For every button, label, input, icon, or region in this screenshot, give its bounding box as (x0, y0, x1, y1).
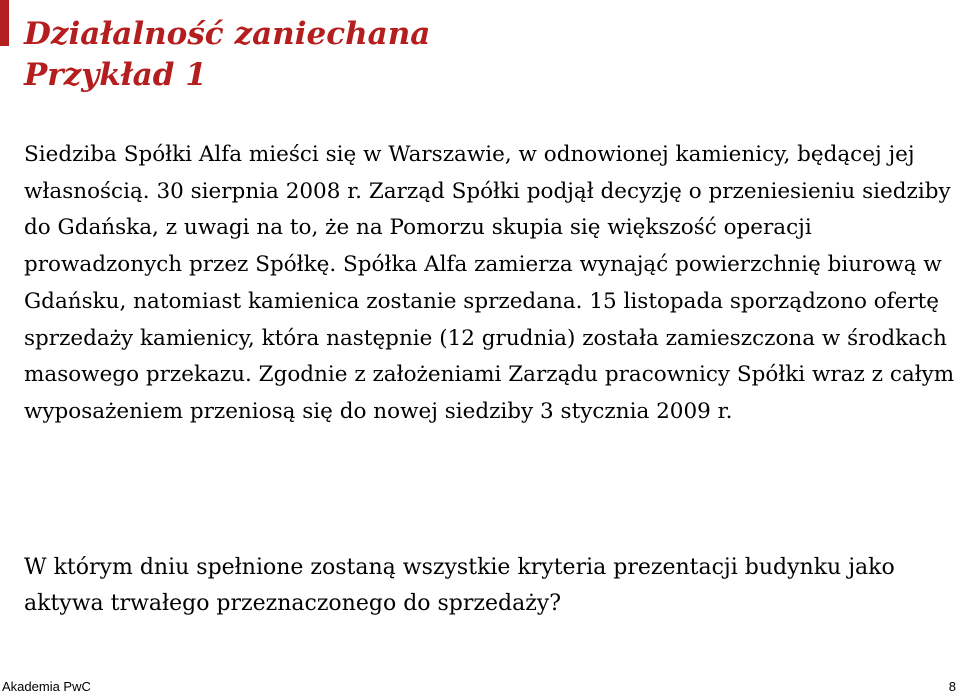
case-description: Siedziba Spółki Alfa mieści się w Warszawie, w odnowionej kamienicy, będącej jej własnością. 30 sierpnia 2008 r. Zarząd Spółki podjął decyzję o przeniesieniu siedziby do Gdańska, z uwagi na to, że na Pomorzu skupia się większość operacji prowadzonych przez Spółkę. Spółka Alfa zamierza wynająć powierzchnię biurową w Gdańsku, natomiast kamienica zostanie sprzedana. 15 listopada sporządzono ofertę sprzedaży kamienicy, która następnie (12 grudnia) została zamieszczona w środkach masowego przekazu. Zgodnie z założeniami Zarządu pracownicy Spółki wraz z całym wyposażeniem przeniosą się do nowej siedziby 3 stycznia 2009 r. (24, 142, 955, 424)
title-accent-bar (0, 0, 9, 46)
case-question: W którym dniu spełnione zostaną wszystkie kryteria prezentacji budynku jako aktywa trwałego przeznaczonego do sprzedaży? (24, 555, 895, 616)
page-number: 8 (948, 679, 956, 694)
slide-title-line-1: Działalność zaniechana (24, 16, 431, 52)
slide-title (24, 14, 430, 96)
footer-brand: Akademia PwC (2, 679, 91, 694)
slide-title-line-2: Przykład 1 (24, 57, 207, 93)
